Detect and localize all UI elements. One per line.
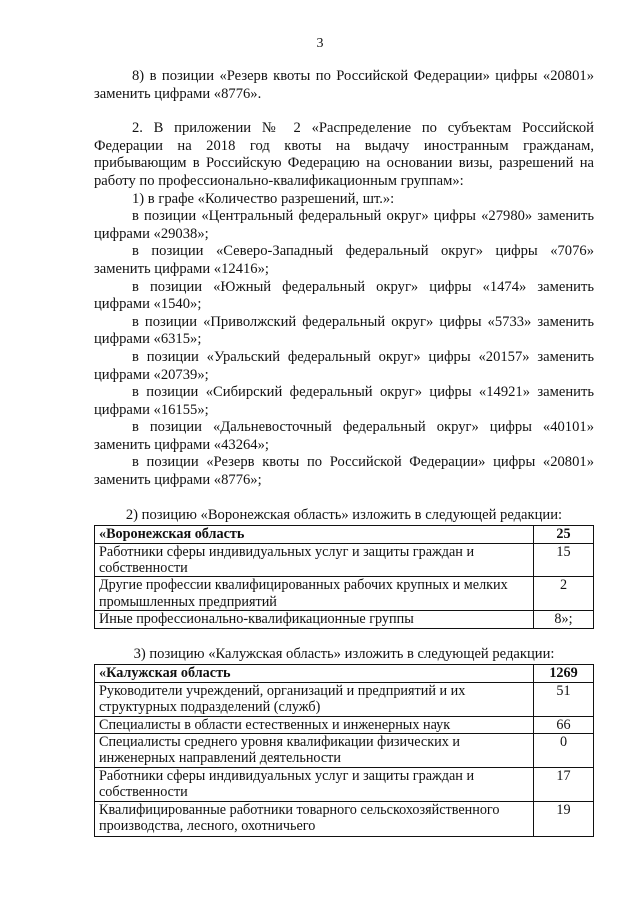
table-row [95,801,594,836]
group-value-cell: 2 [534,577,594,611]
table-row [95,733,594,767]
group-value-cell: 66 [534,716,594,733]
position-central: в позиции «Центральный федеральный округ» цифры «27980» заменить цифрами «29038»; [94,208,594,242]
table-row [95,611,594,628]
table-row [95,543,594,577]
group-value-cell: 15 [534,543,594,577]
subitem-2-heading: 2) позицию «Воронежская область» изложить в следующей редакции: [125,506,563,523]
group-name-cell: Работники сферы индивидуальных услуг и защиты граждан и собственности [95,543,534,577]
position-south: в позиции «Южный федеральный округ» цифры «1474» заменить цифрами «1540»; [94,278,594,313]
table-header-row [95,526,594,543]
kaluga-table [94,664,594,836]
group-name-cell: Специалисты в области естественных и инженерных наук [95,716,534,733]
group-name-text: Квалифицированные работники товарного сельскохозяйственного производства, лесного, охотничьего [99,801,500,834]
voronezh-table [94,525,594,628]
position-northwest: в позиции «Северо-Западный федеральный округ» цифры «7076» заменить цифрами «12416»; [94,243,594,277]
group-value-cell: 19 [534,801,594,836]
table-row [95,767,594,801]
position-siberian: в позиции «Сибирский федеральный округ» цифры «14921» заменить цифрами «16155»; [94,384,594,418]
table-header-row [95,665,594,682]
position-volga: в позиции «Приволжский федеральный округ» цифры «5733» заменить цифрами «6315»; [94,313,594,348]
position-far-east: в позиции «Дальневосточный федеральный округ» цифры «40101» заменить цифрами «43264»; [94,419,594,453]
document-body [94,68,594,837]
position-ural: в позиции «Уральский федеральный округ» цифры «20157» заменить цифрами «20739»; [94,348,594,383]
subitem-1-heading: 1) в графе «Количество разрешений, шт.»: [132,190,395,207]
group-name-cell: Иные профессионально-квалификационные группы [95,611,534,628]
group-name-cell: Руководители учреждений, организаций и предприятий и их структурных подразделений (служб) [95,682,534,716]
region-total-cell: 25 [534,526,594,543]
page-number: 3 [316,36,324,51]
group-value-cell: 17 [534,767,594,801]
table-row [95,577,594,611]
group-name-cell: Другие профессии квалифицированных рабочих крупных и мелких промышленных предприятий [95,577,534,611]
region-name-cell: «Воронежская область [95,526,534,543]
section-2-intro: 2. В приложении № 2 «Распределение по субъектам Российской Федерации на 2018 год квоты на выдачу иностранным гражданам, прибывающим в Российскую Федерацию на основании визы, разрешений на работу по профессионально-квалификационным группам»: [94,120,594,189]
position-reserve: в позиции «Резерв квоты по Российской Федерации» цифры «20801» заменить цифрами «8776»; [94,454,594,489]
group-value-cell: 0 [534,733,594,767]
group-name-cell [95,801,534,836]
region-total-cell: 1269 [534,665,594,682]
group-value-cell: 8»; [534,611,594,628]
group-name-cell: Специалисты среднего уровня квалификации физических и инженерных направлений деятельности [95,733,534,767]
item-8-paragraph: 8) в позиции «Резерв квоты по Российской Федерации» цифры «20801» заменить цифрами «8776». [94,68,594,102]
subitem-3-heading: 3) позицию «Калужская область» изложить в следующей редакции: [133,645,555,662]
table-row [95,716,594,733]
region-name-cell: «Калужская область [95,665,534,682]
group-value-cell: 51 [534,682,594,716]
group-name-cell: Работники сферы индивидуальных услуг и защиты граждан и собственности [95,767,534,801]
table-row [95,682,594,716]
